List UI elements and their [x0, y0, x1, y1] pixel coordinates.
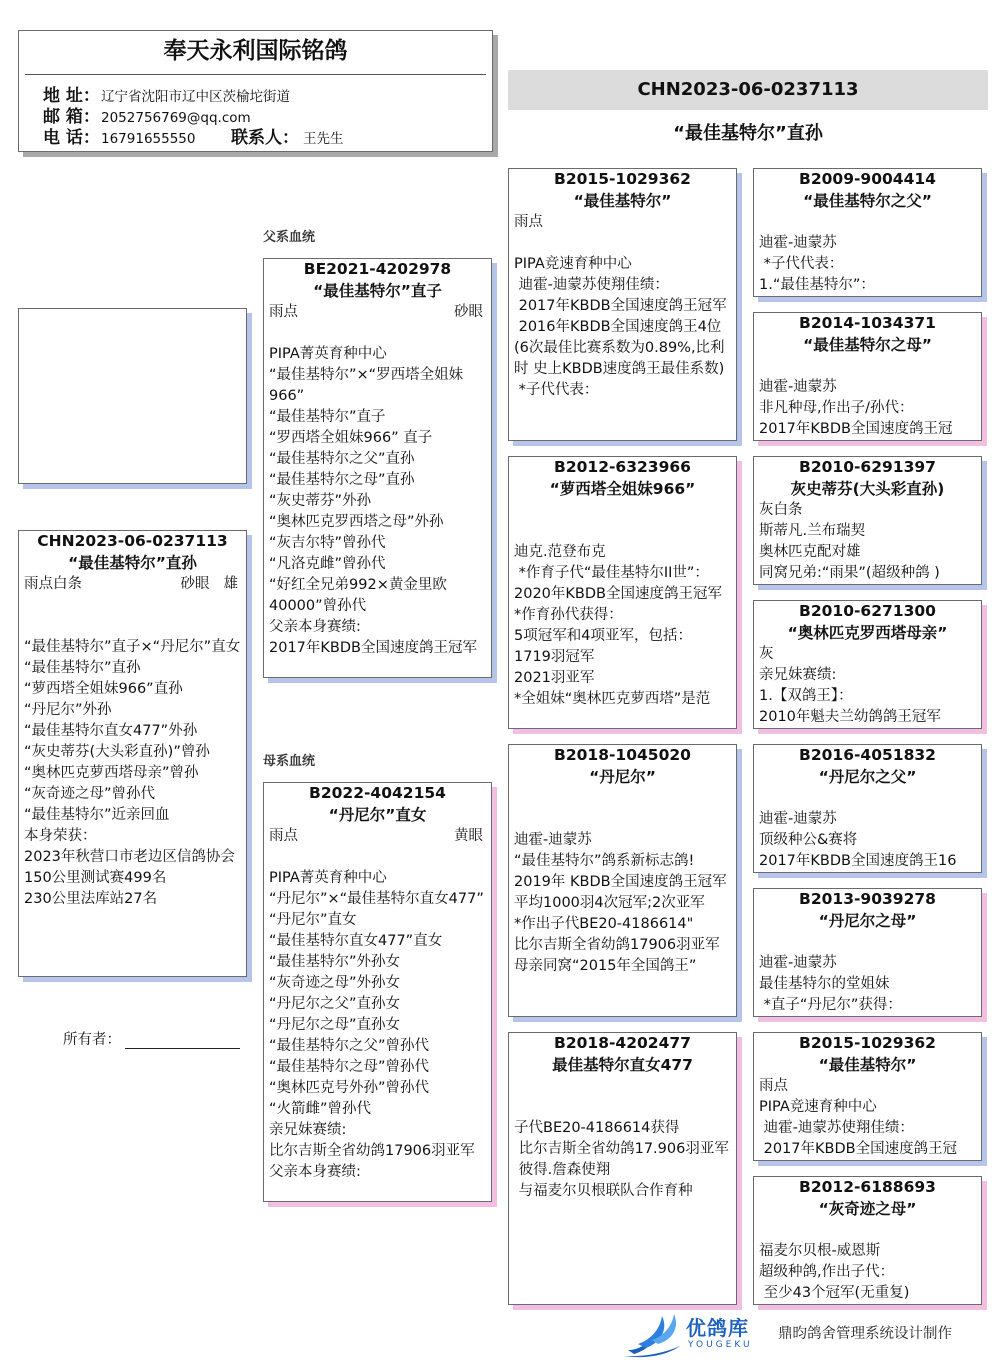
- note-line: *全姐妹“奥林匹克萝西塔”是范: [514, 691, 711, 707]
- note-line: 超级种鸽,作出子代：: [759, 1264, 895, 1280]
- note-line: “最佳基特尔”鸽系新标志鸽!: [514, 853, 695, 869]
- sire-eye: 砂眼: [454, 304, 483, 320]
- note-line: *作育子代“最佳基特尔II世”：: [514, 565, 709, 581]
- note-line: 1.【双鸽王】：: [759, 688, 853, 704]
- subject-name: “最佳基特尔”直孙: [68, 554, 197, 572]
- note-line: “奥林匹克罗西塔之母”外孙: [269, 514, 444, 530]
- note-line: *子代代表：: [514, 382, 599, 398]
- note-line: 2016年KBDB全国速度鸽王4位 (6次最佳比赛系数为0.89%,比利时 史上KBDB速度鸽王最佳系数): [514, 319, 726, 377]
- header-divider: [25, 74, 486, 75]
- note-line: 至少43个冠军(无重复): [759, 1285, 910, 1301]
- note-line: “凡洛克雌”曾孙代: [269, 556, 386, 572]
- note-line: 比尔吉斯全省幼鸽17.906羽亚军: [514, 1141, 729, 1157]
- note-line: “灰奇迹之母”外孙女: [269, 975, 401, 991]
- owner-label: 所有者：: [63, 1032, 121, 1048]
- note-line: PIPA菁英育种中心: [269, 870, 387, 886]
- grandparent-card-3: [508, 744, 737, 1017]
- ggp7-name: “最佳基特尔”: [818, 1056, 917, 1074]
- gp1-notes: [509, 212, 736, 401]
- grandparent-card-4: [508, 1032, 737, 1305]
- grandparent-card-1: [508, 168, 737, 441]
- note-line: [514, 1076, 731, 1097]
- email-label: 邮 箱：: [43, 107, 100, 127]
- ggp5-ring: B2016-4051832: [799, 746, 936, 764]
- gp2-notes: [509, 500, 736, 710]
- note-line: [514, 788, 731, 809]
- note-line: *作出子代BE20-4186614": [514, 916, 694, 932]
- ggp1-name: “最佳基特尔之父”: [803, 192, 932, 210]
- paternal-label: 父系血统: [263, 230, 316, 245]
- ggp8-notes: [754, 1220, 981, 1304]
- ggp3-name: 灰史蒂芬(大头彩直孙): [790, 480, 945, 498]
- subject-eye: 砂眼: [180, 576, 210, 592]
- note-line: “最佳基特尔”×“罗西塔全姐妹966”: [269, 367, 464, 404]
- great-grandparent-card-8: [753, 1176, 982, 1305]
- pigeon-wave-icon: [622, 1310, 682, 1358]
- note-line: 2020年KBDB全国速度鸽王冠军: [514, 586, 722, 602]
- address-line: [19, 81, 492, 106]
- note-line: 1.“最佳基特尔”：: [759, 277, 875, 293]
- note-line: “最佳基特尔”直子: [269, 409, 386, 425]
- gp4-notes: [509, 1076, 736, 1202]
- phone-line: [19, 123, 492, 148]
- note-line: “奥林匹克号外孙”曾孙代: [269, 1080, 430, 1096]
- note-line: “灰史蒂芬(大头彩直孙)”曾孙: [24, 744, 210, 760]
- note-line: [514, 233, 731, 254]
- note-line: “最佳基特尔之父”曾孙代: [269, 1038, 430, 1054]
- ggp4-name: “奥林匹克罗西塔母亲”: [787, 624, 948, 642]
- note-line: 2019年 KBDB全国速度鸽王冠军: [514, 874, 727, 890]
- ggp7-ring: B2015-1029362: [799, 1034, 936, 1052]
- note-line: 2017年KBDB全国速度鸽王16: [759, 853, 957, 869]
- note-line: 雨点: [759, 1078, 788, 1094]
- note-line: [514, 500, 731, 521]
- note-line: 2021羽亚军: [514, 670, 595, 686]
- pedigree-subtitle: “最佳基特尔”直孙: [673, 123, 823, 144]
- note-line: 迪霍-迪蒙苏使翔佳绩：: [759, 1120, 914, 1136]
- great-grandparent-card-4: [753, 600, 982, 729]
- note-line: 2017年KBDB全国速度鸽王冠军: [514, 298, 727, 314]
- note-line: [759, 932, 976, 953]
- ggp3-ring: B2010-6291397: [799, 458, 936, 476]
- great-grandparent-card-6: [753, 888, 982, 1017]
- gp3-ring: B2018-1045020: [554, 746, 691, 764]
- ggp5-name: “丹尼尔之父”: [818, 768, 917, 786]
- pedigree-ring-heading: CHN2023-06-0237113: [508, 70, 988, 110]
- gp3-name: “丹尼尔”: [589, 768, 656, 786]
- note-line: 比尔吉斯全省幼鸽17906羽亚军: [269, 1143, 475, 1159]
- note-line: “最佳基特尔”直孙: [24, 660, 141, 676]
- ggp2-ring: B2014-1034371: [799, 314, 936, 332]
- grandparent-card-2: [508, 456, 737, 729]
- note-line: 2010年魁夫兰幼鸽鸽王冠军: [759, 709, 941, 725]
- note-line: “最佳基特尔”直子×“丹尼尔”直女: [24, 639, 241, 655]
- note-line: “灰奇迹之母”曾孙代: [24, 786, 156, 802]
- note-line: *子代代表：: [759, 256, 844, 272]
- note-line: [759, 788, 976, 809]
- note-line: 亲兄妹赛绩:: [759, 667, 837, 683]
- dam-name: “丹尼尔”直女: [328, 806, 427, 824]
- note-line: 灰: [759, 646, 774, 662]
- phone-label: 电 话：: [43, 128, 100, 148]
- note-line: 福麦尔贝根-威恩斯: [759, 1243, 881, 1259]
- note-line: 同窝兄弟:“雨果”(超级种鸽 ): [759, 565, 940, 581]
- note-line: [759, 1220, 976, 1241]
- note-line: 迪霍-迪蒙苏: [759, 811, 837, 827]
- gp1-ring: B2015-1029362: [554, 170, 691, 188]
- note-line: 父亲本身赛绩:: [269, 1164, 361, 1180]
- note-line: 230公里法库站27名: [24, 891, 158, 907]
- great-grandparent-card-7: [753, 1032, 982, 1161]
- great-grandparent-card-2: [753, 312, 982, 441]
- note-line: 非凡种母,作出子/孙代：: [759, 400, 914, 416]
- phone-value: 16791655550: [101, 131, 196, 147]
- contact-label: 联系人：: [231, 128, 299, 148]
- note-line: [759, 212, 976, 233]
- note-line: *作育孙代获得：: [514, 607, 623, 623]
- sire-notes: [264, 344, 491, 659]
- address-label: 地 址：: [43, 86, 100, 106]
- maternal-label: 母系血统: [263, 754, 316, 769]
- note-line: 2023年秋营口市老边区信鸽协会: [24, 849, 235, 865]
- gp4-name: 最佳基特尔直女477: [552, 1056, 693, 1074]
- note-line: 本身荣获：: [24, 828, 97, 844]
- sire-traits: [264, 302, 491, 323]
- note-line: 顶级种公&赛将: [759, 832, 858, 848]
- dam-card: [263, 782, 492, 1202]
- note-line: 父亲本身赛绩:: [269, 619, 361, 635]
- note-line: 1719羽冠军: [514, 649, 595, 665]
- note-line: 雨点: [514, 214, 543, 230]
- sire-ring: BE2021-4202978: [303, 260, 452, 278]
- owner-field: [63, 1028, 240, 1049]
- dam-eye: 黄眼: [454, 828, 483, 844]
- note-line: *直子“丹尼尔”获得：: [759, 997, 902, 1013]
- contact-value: 王先生: [303, 131, 344, 147]
- breeder-header-card: [18, 30, 493, 152]
- note-line: “灰史蒂芬”外孙: [269, 493, 372, 509]
- note-line: 与福麦尔贝根联队合作育种: [514, 1183, 693, 1199]
- subject-card: [18, 530, 247, 977]
- sire-name: “最佳基特尔”直子: [313, 282, 442, 300]
- note-line: 迪霍-迪蒙苏: [759, 379, 837, 395]
- ggp6-ring: B2013-9039278: [799, 890, 936, 908]
- note-line: “最佳基特尔直女477”外孙: [24, 723, 198, 739]
- note-line: “最佳基特尔直女477”直女: [269, 933, 443, 949]
- note-line: “罗西塔全姐妹966” 直子: [269, 430, 433, 446]
- great-grandparent-card-3: [753, 456, 982, 585]
- note-line: PIPA竞速育种中心: [514, 256, 632, 272]
- note-line: 2017年KBDB全国速度鸽王冠: [759, 421, 953, 437]
- note-line: “最佳基特尔之母”直孙: [269, 472, 415, 488]
- note-line: [514, 809, 731, 830]
- note-line: “最佳基特尔”外孙女: [269, 954, 401, 970]
- note-line: [514, 1097, 731, 1118]
- gp1-name: “最佳基特尔”: [573, 192, 672, 210]
- dam-notes: [264, 868, 491, 1183]
- note-line: 比尔吉斯全省幼鸽17906羽亚军: [514, 937, 720, 953]
- ggp1-notes: [754, 212, 981, 296]
- note-line: PIPA竞速育种中心: [759, 1099, 877, 1115]
- note-line: 2017年KBDB全国速度鸽王冠: [759, 1141, 958, 1157]
- great-grandparent-card-1: [753, 168, 982, 297]
- ggp8-name: “灰奇迹之母”: [818, 1200, 917, 1218]
- footer-credit: 鼎昀鸽舍管理系统设计制作: [778, 1326, 952, 1342]
- note-line: 灰白条: [759, 502, 803, 518]
- note-line: 150公里测试赛499名: [24, 870, 167, 886]
- subject-notes: [19, 637, 246, 910]
- note-line: “最佳基特尔之母”曾孙代: [269, 1059, 430, 1075]
- ggp2-notes: [754, 356, 981, 440]
- gp2-ring: B2012-6323966: [554, 458, 691, 476]
- note-line: 奥林匹克配对雄: [759, 544, 861, 560]
- note-line: 5项冠军和4项亚军，包括：: [514, 628, 692, 644]
- ggp4-notes: [754, 644, 981, 728]
- note-line: 斯蒂凡.兰布瑞契: [759, 523, 866, 539]
- note-line: 最佳基特尔的堂姐妹: [759, 976, 890, 992]
- note-line: “最佳基特尔”近亲回血: [24, 807, 170, 823]
- note-line: “好红全兄弟992×黄金里欧40000”曾孙代: [269, 577, 447, 614]
- subject-ring: CHN2023-06-0237113: [37, 532, 228, 550]
- gp3-notes: [509, 788, 736, 977]
- great-grandparent-card-5: [753, 744, 982, 873]
- ggp4-ring: B2010-6271300: [799, 602, 936, 620]
- ggp1-ring: B2009-9004414: [799, 170, 936, 188]
- logo-en-text: YOUGEKU: [688, 1340, 753, 1350]
- note-line: PIPA菁英育种中心: [269, 346, 387, 362]
- gp2-name: “萝西塔全姐妹966”: [549, 480, 696, 498]
- note-line: “火箭雌”曾孙代: [269, 1101, 372, 1117]
- address-value: 辽宁省沈阳市辽中区茨榆坨街道: [101, 89, 290, 105]
- note-line: 迪克.范登布克: [514, 544, 606, 560]
- note-line: “最佳基特尔之父”直孙: [269, 451, 415, 467]
- yougeku-logo: [622, 1310, 762, 1358]
- note-line: “丹尼尔”直女: [269, 912, 357, 928]
- ggp6-name: “丹尼尔之母”: [818, 912, 917, 930]
- note-line: “丹尼尔之父”直孙女: [269, 996, 401, 1012]
- note-line: “丹尼尔”×“最佳基特尔直女477”: [269, 891, 484, 907]
- note-line: “奥林匹克萝西塔母亲”曾孙: [24, 765, 199, 781]
- subject-sex: 雄: [223, 576, 238, 592]
- note-line: 2017年KBDB全国速度鸽王冠军: [269, 640, 477, 656]
- dam-traits: [264, 826, 491, 847]
- subject-traits: [19, 574, 246, 595]
- breeder-title: 奉天永利国际铭鸽: [163, 38, 348, 64]
- note-line: “丹尼尔之母”直孙女: [269, 1017, 401, 1033]
- dam-ring: B2022-4042154: [309, 784, 446, 802]
- note-line: 母亲同窝“2015年全国鸽王”: [514, 958, 697, 974]
- note-line: 迪霍-迪蒙苏: [514, 832, 592, 848]
- sire-color: 雨点: [269, 304, 298, 320]
- note-line: [514, 521, 731, 542]
- note-line: “灰吉尔特”曾孙代: [269, 535, 386, 551]
- note-line: 迪霍-迪蒙苏使翔佳绩：: [514, 277, 669, 293]
- note-line: 迪霍-迪蒙苏: [759, 235, 837, 251]
- subject-color: 雨点白条: [24, 576, 82, 592]
- note-line: 子代BE20-4186614获得: [514, 1120, 680, 1136]
- note-line: 亲兄妹赛绩:: [269, 1122, 347, 1138]
- email-value: 2052756769@qq.com: [101, 110, 251, 126]
- email-line: [19, 102, 492, 127]
- note-line: “丹尼尔”外孙: [24, 702, 112, 718]
- sire-card: [263, 258, 492, 678]
- logo-cn-text: 优鸽库: [686, 1316, 749, 1340]
- pigeon-photo-frame: [18, 308, 247, 484]
- note-line: 平均1000羽4次冠军;2次亚军: [514, 895, 705, 911]
- ggp3-notes: [754, 500, 981, 584]
- owner-signature-line: [125, 1033, 240, 1049]
- dam-color: 雨点: [269, 828, 298, 844]
- ggp7-notes: [754, 1076, 981, 1160]
- note-line: 彼得.詹森使翔: [514, 1162, 611, 1178]
- ggp5-notes: [754, 788, 981, 872]
- note-line: “萝西塔全姐妹966”直孙: [24, 681, 183, 697]
- gp4-ring: B2018-4202477: [554, 1034, 691, 1052]
- ggp2-name: “最佳基特尔之母”: [803, 336, 932, 354]
- note-line: [759, 356, 976, 377]
- note-line: 迪霍-迪蒙苏: [759, 955, 837, 971]
- ggp6-notes: [754, 932, 981, 1016]
- ggp8-ring: B2012-6188693: [799, 1178, 936, 1196]
